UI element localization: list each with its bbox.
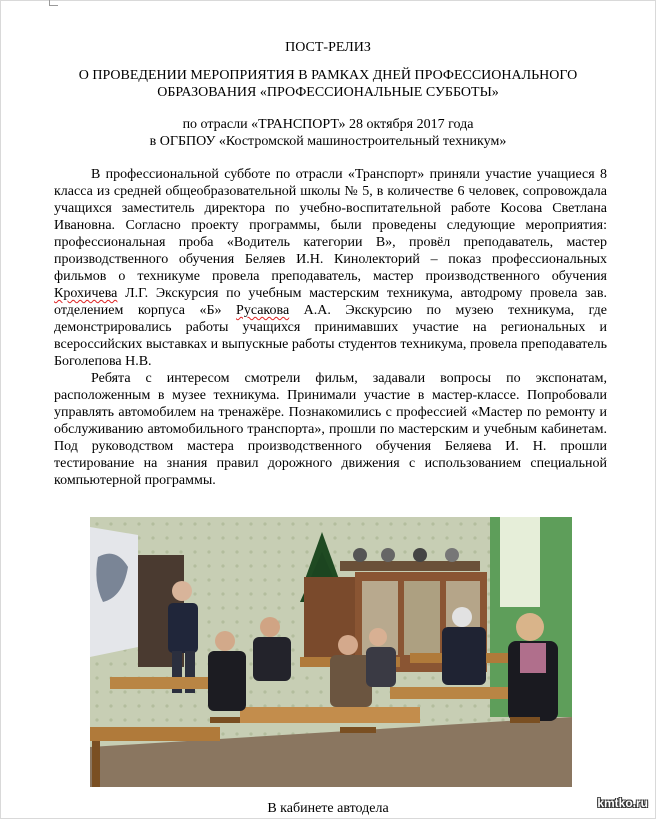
paragraph-1 [54, 166, 607, 370]
paragraph-1-part-c: А.А. Экскурсию по музею техникума, где демонстрировались работы учащихся принимавших участие на региональных и всероссийских выставках и выпускные работы студентов техникума, провела преподаватель Боголепова Н.В. [54, 303, 607, 369]
paragraph-2: Ребята с интересом смотрели фильм, задавали вопросы по экспонатам, расположенным в музее техникума. Принимали участие в мастер-классе. Попробовали управлять автомобилем на тренажёре. Познакомились с профессией «Мастер по ремонту и обслуживанию автомобильного транспорта», прошли по мастерским и учебным кабинетам. Под руководством мастера производственного обучения Беляева И. Н. прошли тестирование на знания правил дорожного движения с использованием специальной компьютерной программы. [54, 371, 607, 488]
classroom-photo [90, 517, 572, 787]
site-watermark: kmtko.ru [597, 796, 648, 810]
document-heading: ПОСТ-РЕЛИЗ [285, 40, 371, 55]
body-text [54, 166, 607, 489]
subtitle-line-1: по отрасли «ТРАНСПОРТ» 28 октября 2017 года [182, 117, 474, 132]
margin-corner-mark [49, 0, 58, 6]
document-subtitle [40, 116, 616, 150]
paragraph-1-part-a: В профессиональной субботе по отрасли «Транспорт» приняли участие учащиеся 8 класса из средней общеобразовательной школы № 5, в количестве 6 человек, сопровождала учащихся заместитель директора по учебно-воспитательной работе Косова Светлана Ивановна. Согласно проекту программы, были проведены следующие мероприятия: профессиональная проба «Водитель категории В», провёл преподаватель, мастер производственного обучения Беляев И.Н. Кинолекторий – показ профессиональных фильмов о техникуме провела преподаватель, мастер производственного обучения [54, 167, 607, 284]
misspelled-name-rusakova: Русакова [236, 303, 290, 318]
title-line-2: ОБРАЗОВАНИЯ «ПРОФЕССИОНАЛЬНЫЕ СУББОТЫ» [157, 85, 499, 100]
title-line-1: О ПРОВЕДЕНИИ МЕРОПРИЯТИЯ В РАМКАХ ДНЕЙ ПРОФЕССИОНАЛЬНОГО [78, 68, 578, 83]
document-title [40, 67, 616, 101]
misspelled-name-krokhicheva: Крохичева [54, 286, 118, 301]
paragraph-1-part-b: Л.Г. Экскурсия по учебным мастерским техникума, автодрому провела зав. отделением корпуса «Б» [54, 286, 607, 318]
photo-caption: В кабинете автодела [267, 801, 389, 816]
subtitle-line-2: в ОГБПОУ «Костромской машиностроительный техникум» [149, 134, 507, 149]
